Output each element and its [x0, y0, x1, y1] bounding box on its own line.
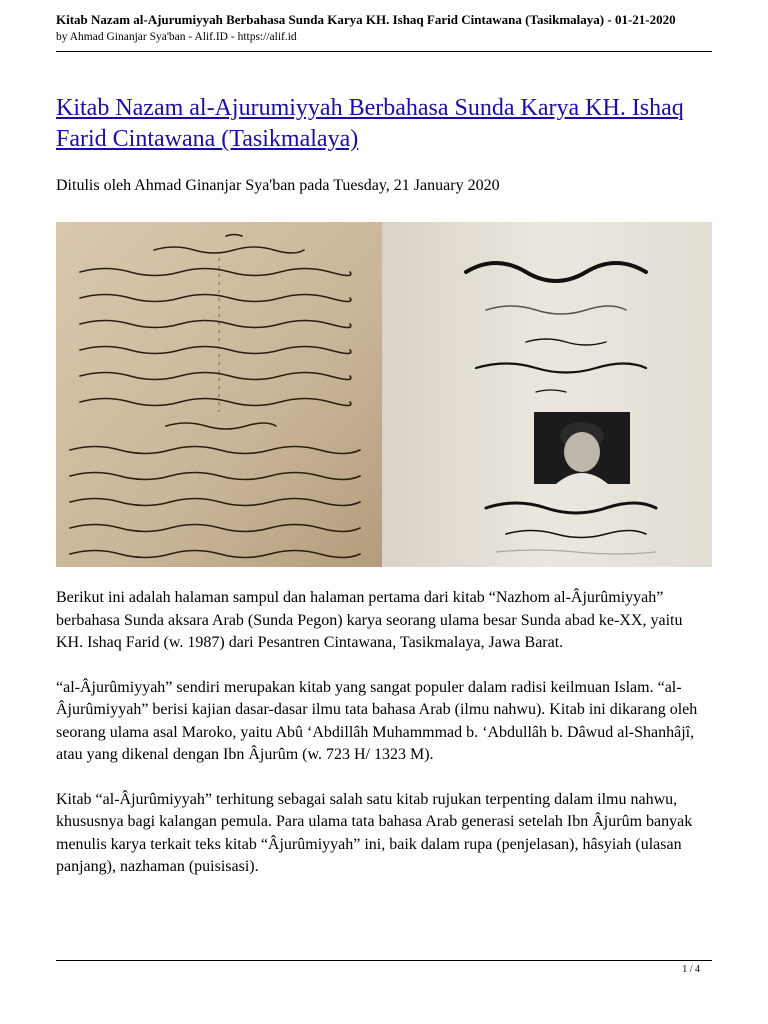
footer-divider: [56, 960, 712, 961]
article-title-link[interactable]: Kitab Nazam al-Ajurumiyyah Berbahasa Sunda Karya KH. Ishaq Farid Cintawana (Tasikmalaya): [56, 95, 684, 152]
paragraph: Kitab “al-Âjurûmiyyah” terhitung sebagai salah satu kitab rujukan terpenting dalam ilmu nahwu, khususnya bagi kalangan pemula. Para ulama tata bahasa Arab generasi setelah Ibn Âjurûm banyak menulis karya terkait teks kitab “Âjurûmiyyah” ini, baik dalam rupa (penjelasan), hâsyiah (ulasan panjang), nazhaman (puisisasi).: [56, 790, 693, 875]
paragraph: “al-Âjurûmiyyah” sendiri merupakan kitab yang sangat populer dalam radisi keilmuan Islam. “al-Âjurûmiyyah” berisi kajian dasar-dasar ilmu tata bahasa Arab (ilmu nahwu). Kitab ini dikarang oleh seorang ulama asal Maroko, yaitu Abû ‘Abdillâh Muhammmad b. ‘Abdullâh b. Dâwud al-Shanhâjî, atau yang dikenal dengan Ibn Âjurûm (w. 723 H/ 1323 M).: [56, 678, 698, 763]
cover-right-page: [382, 222, 712, 567]
page-number: 1 / 4: [682, 964, 700, 975]
header-title: Kitab Nazam al-Ajurumiyyah Berbahasa Sunda Karya KH. Ishaq Farid Cintawana (Tasikmalaya) - 01-21-2020: [56, 12, 676, 27]
paragraph: Berikut ini adalah halaman sampul dan halaman pertama dari kitab “Nazhom al-Âjurûmiyyah” berbahasa Sunda aksara Arab (Sunda Pegon) karya seorang ulama besar Sunda abad ke-XX, yaitu KH. Ishaq Farid (w. 1987) dari Pesantren Cintawana, Tasikmalaya, Jawa Barat.: [56, 589, 683, 651]
header-byline: by Ahmad Ginanjar Sya'ban - Alif.ID - https://alif.id: [56, 31, 297, 43]
page-header: [56, 12, 712, 45]
manuscript-photo: [56, 222, 712, 567]
article-meta: Ditulis oleh Ahmad Ginanjar Sya'ban pada Tuesday, 21 January 2020: [56, 177, 500, 194]
article-body: [56, 587, 706, 901]
header-divider: [56, 51, 712, 52]
